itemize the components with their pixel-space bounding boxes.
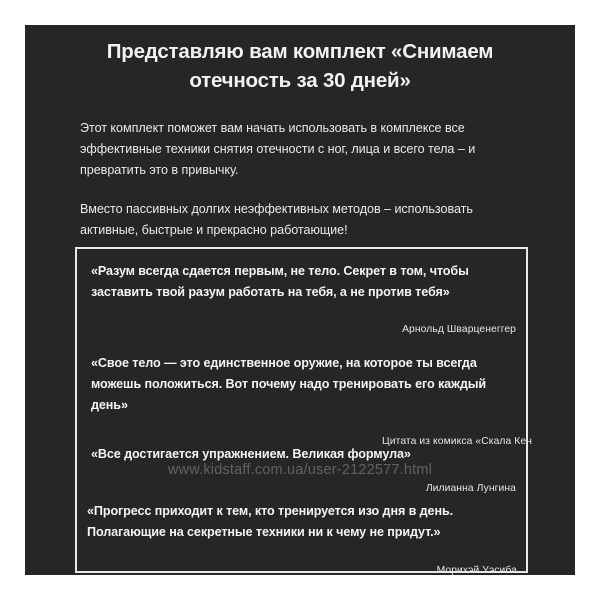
intro-section bbox=[80, 118, 530, 241]
watermark: www.kidstaff.com.ua/user-2122577.html bbox=[167, 462, 433, 478]
intro-paragraph-1: Этот комплект поможет вам начать использовать в комплексе все эффективные техники снятия отечности с ног, лица и всего тела – и превратить это в привычку. bbox=[80, 121, 476, 177]
quote-text: «Разум всегда сдается первым, не тело. Секрет в том, чтобы заставить твой разум работать на тебя, а не против тебя» bbox=[91, 264, 469, 299]
quote-author: Морихэй Уэсиба bbox=[436, 565, 517, 575]
promo-card bbox=[25, 25, 575, 575]
quote-text: «Свое тело — это единственное оружие, на которое ты всегда можешь положиться. Вот почему надо тренировать его каждый день» bbox=[91, 356, 487, 412]
quote-text: «Прогресс приходит к тем, кто тренируется изо дня в день. Полагающие на секретные техники ни к чему не придут.» bbox=[87, 504, 453, 539]
quote-item bbox=[91, 353, 532, 449]
quote-author: Арнольд Шварценеггер bbox=[402, 324, 516, 335]
quote-item bbox=[91, 444, 516, 496]
page-title-line-1: Представляю вам комплект «Снимаем bbox=[106, 40, 494, 63]
intro-paragraph-2: Вместо пассивных долгих неэффективных методов – использовать активные, быстрые и прекрасно работающие! bbox=[80, 202, 473, 237]
quote-author: Цитата из комикса «Скала Кен bbox=[382, 436, 532, 447]
quote-item bbox=[91, 261, 516, 337]
promo-card-content bbox=[25, 25, 575, 575]
quotes-frame bbox=[75, 247, 532, 575]
page-title bbox=[70, 37, 530, 95]
quote-item bbox=[87, 501, 519, 575]
quote-text: «Все достигается упражнением. Великая формула» bbox=[91, 447, 411, 461]
quotes-list bbox=[87, 261, 532, 575]
quote-author: Лилианна Лунгина bbox=[425, 483, 516, 494]
page-title-line-2: отечность за 30 дней» bbox=[189, 69, 411, 92]
